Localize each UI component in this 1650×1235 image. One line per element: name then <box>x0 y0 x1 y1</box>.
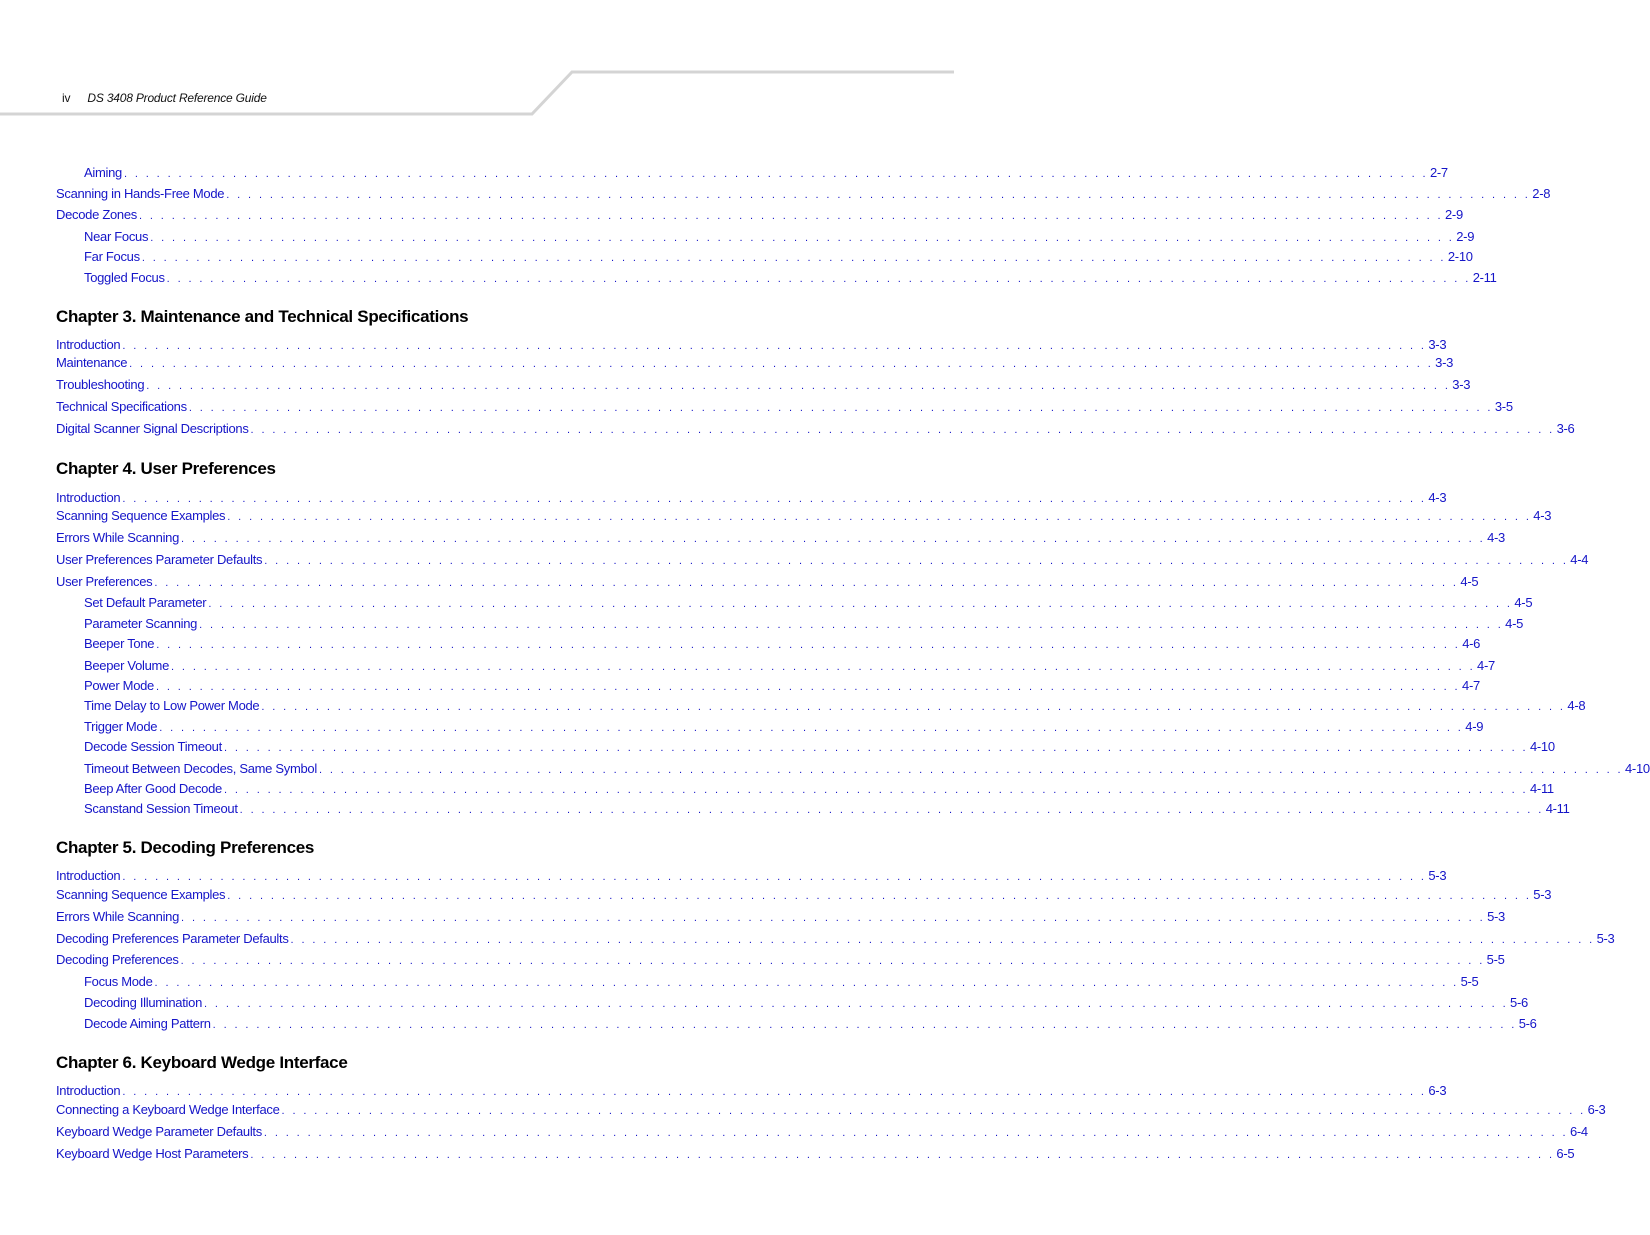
toc-entry-link[interactable] <box>56 573 1479 592</box>
dot-leader: . . . . . . . . . . . . . . . . . . . . . . . . . . . . . . . . . . . . . . . . . . . . . . . . . . . . . . . . . . . . . . . . . . . . . . . . . . . . . . . . . . . . . . . . . . . . . . . . . . . . . . . . . . . . . . . . . . . . . . . . <box>226 189 1531 201</box>
toc-entry-link[interactable] <box>56 420 1575 439</box>
dot-leader: . . . . . . . . . . . . . . . . . . . . . . . . . . . . . . . . . . . . . . . . . . . . . . . . . . . . . . . . . . . . . . . . . . . . . . . . . . . . . . . . . . . . . . . . . . . . . . . . . . . . . . . . . . . . . . . . . . . . . . . . <box>129 358 1434 370</box>
toc-entry-page: 2-10 <box>1447 249 1473 264</box>
dot-leader: . . . . . . . . . . . . . . . . . . . . . . . . . . . . . . . . . . . . . . . . . . . . . . . . . . . . . . . . . . . . . . . . . . . . . . . . . . . . . . . . . . . . . . . . . . . . . . . . . . . . . . . . . . . . . . . . . . . . . . . . <box>122 871 1427 883</box>
toc-entry-label: Technical Specifications <box>56 399 187 414</box>
toc-entry-page: 4-7 <box>1462 678 1480 693</box>
toc-entry-page: 2-8 <box>1532 186 1551 201</box>
toc-entry-link[interactable] <box>56 930 1615 949</box>
dot-leader: . . . . . . . . . . . . . . . . . . . . . . . . . . . . . . . . . . . . . . . . . . . . . . . . . . . . . . . . . . . . . . . . . . . . . . . . . . . . . . . . . . . . . . . . . . . . . . . . . . . . . . . . . . . . . . . . . . . . . . . . <box>181 912 1486 924</box>
toc-entry-page: 5-3 <box>1533 887 1552 902</box>
chapter-heading: Chapter 5. Decoding Preferences <box>56 838 315 857</box>
dot-leader: . . . . . . . . . . . . . . . . . . . . . . . . . . . . . . . . . . . . . . . . . . . . . . . . . . . . . . . . . . . . . . . . . . . . . . . . . . . . . . . . . . . . . . . . . . . . . . . . . . . . . . . . . . . . . . . . . . . . . . . . <box>223 742 1528 754</box>
toc-entry-link[interactable] <box>56 185 1551 204</box>
toc-entry-link[interactable] <box>84 164 1448 183</box>
dot-leader: . . . . . . . . . . . . . . . . . . . . . . . . . . . . . . . . . . . . . . . . . . . . . . . . . . . . . . . . . . . . . . . . . . . . . . . . . . . . . . . . . . . . . . . . . . . . . . . . . . . . . . . . . . . . . . . . . . . . . . . . <box>150 232 1455 244</box>
toc-entry-page: 6-5 <box>1556 1146 1575 1161</box>
toc-entry-page: 4-5 <box>1505 616 1524 631</box>
toc-entry-page: 2-11 <box>1472 270 1497 285</box>
toc-entry-link[interactable] <box>56 886 1552 905</box>
chapter-heading: Chapter 4. User Preferences <box>56 459 276 478</box>
toc-entry-page: 5-5 <box>1460 974 1479 989</box>
toc-entry-page: 2-9 <box>1444 207 1463 222</box>
dot-leader: . . . . . . . . . . . . . . . . . . . . . . . . . . . . . . . . . . . . . . . . . . . . . . . . . . . . . . . . . . . . . . . . . . . . . . . . . . . . . . . . . . . . . . . . . . . . . . . . . . . . . . . . . . . . . . . . . . . . . . . . <box>146 380 1451 392</box>
toc-entry-label: Far Focus <box>84 249 140 264</box>
dot-leader: . . . . . . . . . . . . . . . . . . . . . . . . . . . . . . . . . . . . . . . . . . . . . . . . . . . . . . . . . . . . . . . . . . . . . . . . . . . . . . . . . . . . . . . . . . . . . . . . . . . . . . . . . . . . . . . . . . . . . . . . <box>227 511 1532 523</box>
toc-entry-link[interactable] <box>84 760 1650 779</box>
toc-entry-label: Time Delay to Low Power Mode <box>84 698 260 713</box>
dot-leader: . . . . . . . . . . . . . . . . . . . . . . . . . . . . . . . . . . . . . . . . . . . . . . . . . . . . . . . . . . . . . . . . . . . . . . . . . . . . . . . . . . . . . . . . . . . . . . . . . . . . . . . . . . . . . . . . . . . . . . . . <box>199 619 1504 631</box>
toc-entry-page: 4-5 <box>1460 574 1479 589</box>
toc-entry-link[interactable] <box>56 1101 1606 1120</box>
toc-entry-link[interactable] <box>84 718 1484 737</box>
toc-entry-label: Focus Mode <box>84 974 153 989</box>
toc-entry-page: 4-8 <box>1567 698 1586 713</box>
dot-leader: . . . . . . . . . . . . . . . . . . . . . . . . . . . . . . . . . . . . . . . . . . . . . . . . . . . . . . . . . . . . . . . . . . . . . . . . . . . . . . . . . . . . . . . . . . . . . . . . . . . . . . . . . . . . . . . . . . . . . . . . <box>204 998 1509 1010</box>
chapter-heading: Chapter 6. Keyboard Wedge Interface <box>56 1053 348 1072</box>
toc-entry-link[interactable] <box>84 780 1554 799</box>
toc-entry-link[interactable] <box>56 551 1589 570</box>
toc-entry-page: 6-3 <box>1428 1083 1447 1098</box>
toc-entry-page: 4-7 <box>1477 658 1495 673</box>
toc-entry-link[interactable] <box>56 867 1447 886</box>
toc-entry-label: Trigger Mode <box>84 719 158 734</box>
toc-entry-page: 4-10 <box>1624 761 1650 776</box>
toc-entry-label: Beeper Tone <box>84 636 155 651</box>
toc-entry-label: Aiming <box>84 165 122 180</box>
toc-entry-label: Connecting a Keyboard Wedge Interface <box>56 1102 280 1117</box>
toc-entry-label: Maintenance <box>56 355 128 370</box>
toc-entry-link[interactable] <box>56 489 1447 508</box>
toc-entry-page: 2-9 <box>1456 229 1475 244</box>
toc-entry-page: 5-3 <box>1596 931 1615 946</box>
toc-entry-page: 4-9 <box>1465 719 1484 734</box>
toc-entry-link[interactable] <box>84 248 1473 267</box>
toc-entry-label: Toggled Focus <box>84 270 165 285</box>
toc-entry-link[interactable] <box>56 354 1454 373</box>
dot-leader: . . . . . . . . . . . . . . . . . . . . . . . . . . . . . . . . . . . . . . . . . . . . . . . . . . . . . . . . . . . . . . . . . . . . . . . . . . . . . . . . . . . . . . . . . . . . . . . . . . . . . . . . . . . . . . . . . . . . . . . . <box>122 1086 1427 1098</box>
toc-entry-label: Introduction <box>56 490 121 505</box>
toc-entry-link[interactable] <box>84 615 1524 634</box>
toc-entry-page: 4-3 <box>1428 490 1447 505</box>
toc-entry-link[interactable] <box>84 697 1586 716</box>
dot-leader: . . . . . . . . . . . . . . . . . . . . . . . . . . . . . . . . . . . . . . . . . . . . . . . . . . . . . . . . . . . . . . . . . . . . . . . . . . . . . . . . . . . . . . . . . . . . . . . . . . . . . . . . . . . . . . . . . . . . . . . . <box>171 661 1476 673</box>
toc-entry-page: 3-5 <box>1494 399 1513 414</box>
toc-entry-page: 6-3 <box>1587 1102 1606 1117</box>
toc-entry-label: Keyboard Wedge Host Parameters <box>56 1146 249 1161</box>
dot-leader: . . . . . . . . . . . . . . . . . . . . . . . . . . . . . . . . . . . . . . . . . . . . . . . . . . . . . . . . . . . . . . . . . . . . . . . . . . . . . . . . . . . . . . . . . . . . . . . . . . . . . . . . . . . . . . . . . . . . . . . . <box>155 681 1461 693</box>
toc-entry-label: User Preferences <box>56 574 153 589</box>
toc-entry-link[interactable] <box>84 594 1533 613</box>
dot-leader: . . . . . . . . . . . . . . . . . . . . . . . . . . . . . . . . . . . . . . . . . . . . . . . . . . . . . . . . . . . . . . . . . . . . . . . . . . . . . . . . . . . . . . . . . . . . . . . . . . . . . . . . . . . . . . . . . . . . . . . . <box>122 493 1427 505</box>
toc-entry-page: 5-6 <box>1518 1016 1537 1031</box>
toc-entry-label: Troubleshooting <box>56 377 145 392</box>
toc-entry-label: Near Focus <box>84 229 149 244</box>
toc-entry-link[interactable] <box>56 206 1463 225</box>
toc-entry-link[interactable] <box>84 973 1479 992</box>
dot-leader: . . . . . . . . . . . . . . . . . . . . . . . . . . . . . . . . . . . . . . . . . . . . . . . . . . . . . . . . . . . . . . . . . . . . . . . . . . . . . . . . . . . . . . . . . . . . . . . . . . . . . . . . . . . . . . . . . . . . . . . . <box>250 1149 1555 1161</box>
running-header <box>62 91 267 105</box>
guide-title: DS 3408 Product Reference Guide <box>87 91 267 105</box>
toc-entry-link[interactable] <box>56 529 1505 548</box>
toc-entry-link[interactable] <box>56 1082 1447 1101</box>
toc-entry-link[interactable] <box>56 1145 1575 1164</box>
dot-leader: . . . . . . . . . . . . . . . . . . . . . . . . . . . . . . . . . . . . . . . . . . . . . . . . . . . . . . . . . . . . . . . . . . . . . . . . . . . . . . . . . . . . . . . . . . . . . . . . . . . . . . . . . . . . . . . . . . . . . . . . <box>264 555 1569 567</box>
toc-entry-label: Scanning in Hands-Free Mode <box>56 186 225 201</box>
toc-entry-page: 5-3 <box>1487 909 1505 924</box>
dot-leader: . . . . . . . . . . . . . . . . . . . . . . . . . . . . . . . . . . . . . . . . . . . . . . . . . . . . . . . . . . . . . . . . . . . . . . . . . . . . . . . . . . . . . . . . . . . . . . . . . . . . . . . . . . . . . . . . . . . . . . . . <box>166 273 1471 285</box>
toc-entry-label: Decode Session Timeout <box>84 739 222 754</box>
toc-entry-label: User Preferences Parameter Defaults <box>56 552 263 567</box>
dot-leader: . . . . . . . . . . . . . . . . . . . . . . . . . . . . . . . . . . . . . . . . . . . . . . . . . . . . . . . . . . . . . . . . . . . . . . . . . . . . . . . . . . . . . . . . . . . . . . . . . . . . . . . . . . . . . . . . . . . . . . . . <box>263 1127 1568 1139</box>
toc-entry-label: Scanning Sequence Examples <box>56 887 226 902</box>
dot-leader: . . . . . . . . . . . . . . . . . . . . . . . . . . . . . . . . . . . . . . . . . . . . . . . . . . . . . . . . . . . . . . . . . . . . . . . . . . . . . . . . . . . . . . . . . . . . . . . . . . . . . . . . . . . . . . . . . . . . . . . . <box>212 1019 1517 1031</box>
dot-leader: . . . . . . . . . . . . . . . . . . . . . . . . . . . . . . . . . . . . . . . . . . . . . . . . . . . . . . . . . . . . . . . . . . . . . . . . . . . . . . . . . . . . . . . . . . . . . . . . . . . . . . . . . . . . . . . . . . . . . . . . <box>188 402 1493 414</box>
dot-leader: . . . . . . . . . . . . . . . . . . . . . . . . . . . . . . . . . . . . . . . . . . . . . . . . . . . . . . . . . . . . . . . . . . . . . . . . . . . . . . . . . . . . . . . . . . . . . . . . . . . . . . . . . . . . . . . . . . . . . . . . <box>141 252 1446 264</box>
toc-entry-page: 3-6 <box>1556 421 1575 436</box>
toc-entry-label: Decoding Preferences <box>56 952 179 967</box>
toc-entry-label: Decoding Illumination <box>84 995 202 1010</box>
toc-entry-label: Beep After Good Decode <box>84 781 222 796</box>
toc-entry-page: 4-3 <box>1487 530 1505 545</box>
toc-entry-page: 2-7 <box>1429 165 1448 180</box>
toc-entry-label: Parameter Scanning <box>84 616 198 631</box>
toc-entry-link[interactable] <box>56 507 1552 526</box>
toc-entry-label: Errors While Scanning <box>56 909 180 924</box>
toc-entry-link[interactable] <box>56 398 1513 417</box>
toc-entry-page: 5-6 <box>1510 995 1528 1010</box>
dot-leader: . . . . . . . . . . . . . . . . . . . . . . . . . . . . . . . . . . . . . . . . . . . . . . . . . . . . . . . . . . . . . . . . . . . . . . . . . . . . . . . . . . . . . . . . . . . . . . . . . . . . . . . . . . . . . . . . . . . . . . . . <box>159 722 1464 734</box>
toc-entry-label: Introduction <box>56 337 121 352</box>
toc-entry-label: Introduction <box>56 868 121 883</box>
toc-entry-link[interactable] <box>56 376 1471 395</box>
dot-leader: . . . . . . . . . . . . . . . . . . . . . . . . . . . . . . . . . . . . . . . . . . . . . . . . . . . . . . . . . . . . . . . . . . . . . . . . . . . . . . . . . . . . . . . . . . . . . . . . . . . . . . . . . . . . . . . . . . . . . . . . <box>239 804 1544 816</box>
toc-entry-link[interactable] <box>84 994 1528 1013</box>
toc-entry-page: 4-10 <box>1529 739 1555 754</box>
toc-entry-link[interactable] <box>84 1015 1537 1034</box>
toc-entry-label: Power Mode <box>84 678 154 693</box>
toc-entry-label: Introduction <box>56 1083 121 1098</box>
toc-entry-label: Set Default Parameter <box>84 595 207 610</box>
dot-leader: . . . . . . . . . . . . . . . . . . . . . . . . . . . . . . . . . . . . . . . . . . . . . . . . . . . . . . . . . . . . . . . . . . . . . . . . . . . . . . . . . . . . . . . . . . . . . . . . . . . . . . . . . . . . . . . . . . . . . . . . <box>290 934 1595 946</box>
toc-entry-label: Decode Aiming Pattern <box>84 1016 211 1031</box>
toc-entry-page: 4-5 <box>1514 595 1533 610</box>
toc-entry-link[interactable] <box>56 951 1505 970</box>
dot-leader: . . . . . . . . . . . . . . . . . . . . . . . . . . . . . . . . . . . . . . . . . . . . . . . . . . . . . . . . . . . . . . . . . . . . . . . . . . . . . . . . . . . . . . . . . . . . . . . . . . . . . . . . . . . . . . . . . . . . . . . . <box>227 890 1532 902</box>
dot-leader: . . . . . . . . . . . . . . . . . . . . . . . . . . . . . . . . . . . . . . . . . . . . . . . . . . . . . . . . . . . . . . . . . . . . . . . . . . . . . . . . . . . . . . . . . . . . . . . . . . . . . . . . . . . . . . . . . . . . . . . . <box>123 168 1428 180</box>
dot-leader: . . . . . . . . . . . . . . . . . . . . . . . . . . . . . . . . . . . . . . . . . . . . . . . . . . . . . . . . . . . . . . . . . . . . . . . . . . . . . . . . . . . . . . . . . . . . . . . . . . . . . . . . . . . . . . . . . . . . . . . . <box>261 701 1566 713</box>
toc-entry-label: Decode Zones <box>56 207 137 222</box>
toc-entry-link[interactable] <box>84 657 1495 676</box>
toc-entry-page: 4-4 <box>1570 552 1589 567</box>
toc-entry-page: 5-5 <box>1486 952 1505 967</box>
toc-entry-label: Timeout Between Decodes, Same Symbol <box>84 761 317 776</box>
dot-leader: . . . . . . . . . . . . . . . . . . . . . . . . . . . . . . . . . . . . . . . . . . . . . . . . . . . . . . . . . . . . . . . . . . . . . . . . . . . . . . . . . . . . . . . . . . . . . . . . . . . . . . . . . . . . . . . . . . . . . . . . <box>318 764 1623 776</box>
toc-entry-page: 4-6 <box>1462 636 1481 651</box>
dot-leader: . . . . . . . . . . . . . . . . . . . . . . . . . . . . . . . . . . . . . . . . . . . . . . . . . . . . . . . . . . . . . . . . . . . . . . . . . . . . . . . . . . . . . . . . . . . . . . . . . . . . . . . . . . . . . . . . . . . . . . . . <box>156 639 1461 651</box>
toc-entry-page: 3-3 <box>1428 337 1447 352</box>
toc-entry-page: 5-3 <box>1428 868 1447 883</box>
toc-entry-link[interactable] <box>84 269 1497 288</box>
dot-leader: . . . . . . . . . . . . . . . . . . . . . . . . . . . . . . . . . . . . . . . . . . . . . . . . . . . . . . . . . . . . . . . . . . . . . . . . . . . . . . . . . . . . . . . . . . . . . . . . . . . . . . . . . . . . . . . . . . . . . . . . <box>181 533 1486 545</box>
toc-entry-label: Beeper Volume <box>84 658 169 673</box>
toc-entry-link[interactable] <box>56 336 1447 355</box>
page-number: iv <box>62 91 71 105</box>
dot-leader: . . . . . . . . . . . . . . . . . . . . . . . . . . . . . . . . . . . . . . . . . . . . . . . . . . . . . . . . . . . . . . . . . . . . . . . . . . . . . . . . . . . . . . . . . . . . . . . . . . . . . . . . . . . . . . . . . . . . . . . . <box>180 955 1485 967</box>
toc-entry-label: Errors While Scanning <box>56 530 180 545</box>
toc-entry-link[interactable] <box>84 635 1481 654</box>
dot-leader: . . . . . . . . . . . . . . . . . . . . . . . . . . . . . . . . . . . . . . . . . . . . . . . . . . . . . . . . . . . . . . . . . . . . . . . . . . . . . . . . . . . . . . . . . . . . . . . . . . . . . . . . . . . . . . . . . . . . . . . . <box>208 598 1513 610</box>
toc-entry-page: 4-11 <box>1545 801 1570 816</box>
toc-entry-link[interactable] <box>84 800 1570 819</box>
toc-entry-link[interactable] <box>84 228 1475 247</box>
toc-entry-link[interactable] <box>84 738 1555 757</box>
chapter-heading: Chapter 3. Maintenance and Technical Specifications <box>56 307 469 326</box>
dot-leader: . . . . . . . . . . . . . . . . . . . . . . . . . . . . . . . . . . . . . . . . . . . . . . . . . . . . . . . . . . . . . . . . . . . . . . . . . . . . . . . . . . . . . . . . . . . . . . . . . . . . . . . . . . . . . . . . . . . . . . . . <box>250 424 1555 436</box>
dot-leader: . . . . . . . . . . . . . . . . . . . . . . . . . . . . . . . . . . . . . . . . . . . . . . . . . . . . . . . . . . . . . . . . . . . . . . . . . . . . . . . . . . . . . . . . . . . . . . . . . . . . . . . . . . . . . . . . . . . . . . . . <box>154 977 1459 989</box>
dot-leader: . . . . . . . . . . . . . . . . . . . . . . . . . . . . . . . . . . . . . . . . . . . . . . . . . . . . . . . . . . . . . . . . . . . . . . . . . . . . . . . . . . . . . . . . . . . . . . . . . . . . . . . . . . . . . . . . . . . . . . . . <box>154 577 1459 589</box>
toc-entry-label: Scanning Sequence Examples <box>56 508 226 523</box>
dot-leader: . . . . . . . . . . . . . . . . . . . . . . . . . . . . . . . . . . . . . . . . . . . . . . . . . . . . . . . . . . . . . . . . . . . . . . . . . . . . . . . . . . . . . . . . . . . . . . . . . . . . . . . . . . . . . . . . . . . . . . . . <box>223 784 1528 796</box>
toc-entry-page: 6-4 <box>1569 1124 1588 1139</box>
dot-leader: . . . . . . . . . . . . . . . . . . . . . . . . . . . . . . . . . . . . . . . . . . . . . . . . . . . . . . . . . . . . . . . . . . . . . . . . . . . . . . . . . . . . . . . . . . . . . . . . . . . . . . . . . . . . . . . . . . . . . . . . <box>122 340 1427 352</box>
toc-entry-page: 3-3 <box>1452 377 1471 392</box>
toc-entry-label: Scanstand Session Timeout <box>84 801 238 816</box>
toc-entry-label: Decoding Preferences Parameter Defaults <box>56 931 289 946</box>
toc-entry-link[interactable] <box>56 908 1505 927</box>
toc-entry-page: 4-11 <box>1529 781 1554 796</box>
toc-entry-label: Keyboard Wedge Parameter Defaults <box>56 1124 262 1139</box>
toc-entry-page: 4-3 <box>1533 508 1552 523</box>
dot-leader: . . . . . . . . . . . . . . . . . . . . . . . . . . . . . . . . . . . . . . . . . . . . . . . . . . . . . . . . . . . . . . . . . . . . . . . . . . . . . . . . . . . . . . . . . . . . . . . . . . . . . . . . . . . . . . . . . . . . . . . . <box>281 1105 1586 1117</box>
toc-entry-label: Digital Scanner Signal Descriptions <box>56 421 249 436</box>
toc-entry-page: 3-3 <box>1435 355 1454 370</box>
dot-leader: . . . . . . . . . . . . . . . . . . . . . . . . . . . . . . . . . . . . . . . . . . . . . . . . . . . . . . . . . . . . . . . . . . . . . . . . . . . . . . . . . . . . . . . . . . . . . . . . . . . . . . . . . . . . . . . . . . . . . . . . <box>138 210 1443 222</box>
toc-entry-link[interactable] <box>56 1123 1588 1142</box>
toc-entry-link[interactable] <box>84 677 1480 696</box>
